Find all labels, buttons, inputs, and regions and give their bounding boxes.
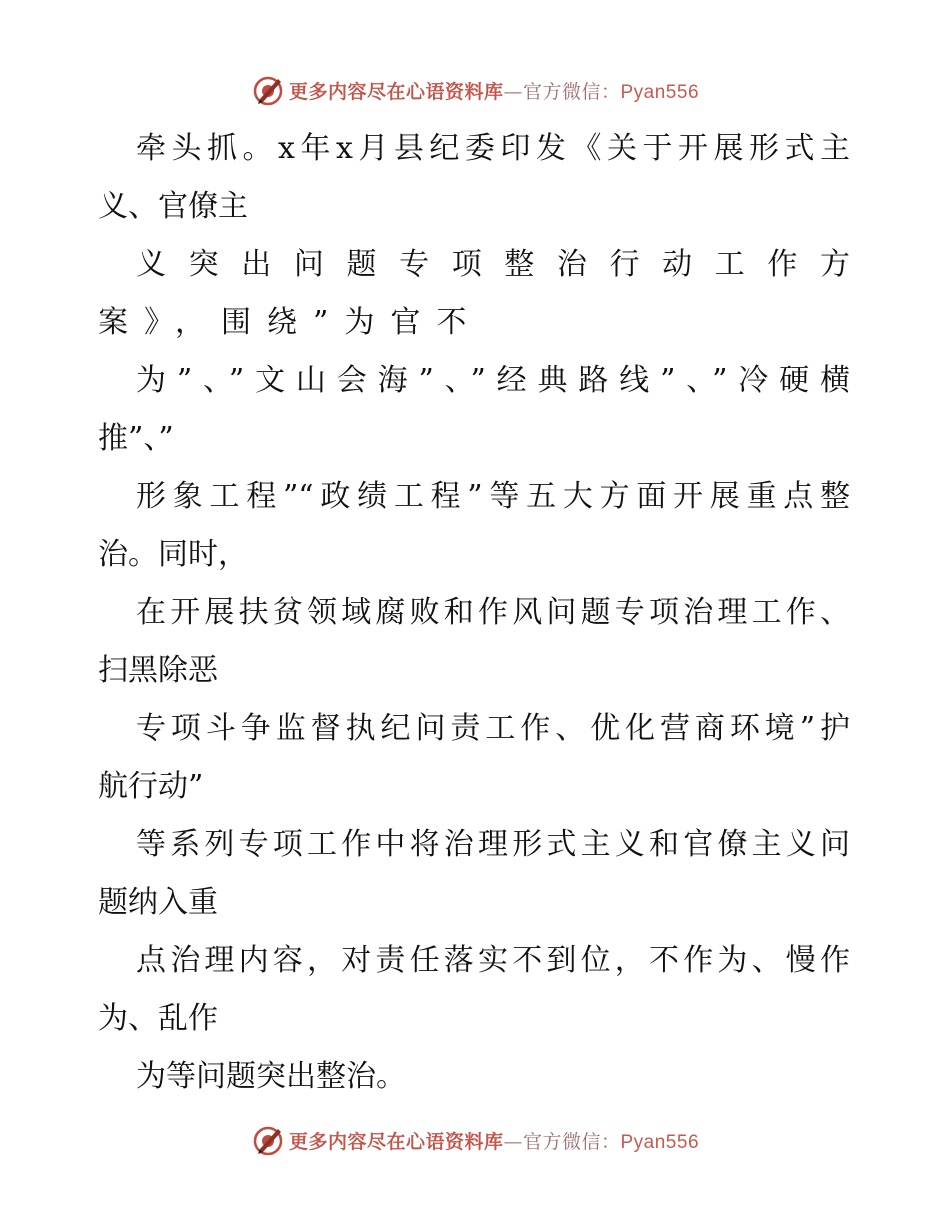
text-line-1: 牵头抓。x年x月县纪委印发《关于开展形式主 — [136, 131, 850, 166]
pen-logo-icon — [251, 73, 285, 107]
footer-wechat-label: 官方微信： — [522, 1130, 621, 1153]
text-line-5: 为”、”文山会海”、”经典路线”、”冷硬横 — [136, 363, 850, 398]
header-banner-text — [289, 77, 699, 104]
footer-banner-dash: — — [503, 1130, 523, 1153]
text-line-17: 为等问题突出整治。 — [136, 1059, 406, 1094]
text-line-2: 义、官僚主 — [98, 189, 248, 224]
text-line-16: 为、乱作 — [98, 1001, 218, 1036]
text-line-10: 扫黑除恶 — [98, 653, 218, 688]
footer-wechat-id: Pyan556 — [620, 1131, 700, 1153]
header-banner-dash: — — [503, 80, 523, 103]
text-line-3: 义突出问题专项整治行动工作方 — [136, 247, 850, 282]
text-line-6: 推”、” — [98, 421, 174, 456]
footer-banner-text — [289, 1127, 699, 1154]
header-wechat-label: 官方微信： — [522, 80, 621, 103]
text-line-4: 案》，围绕”为官不 — [98, 305, 483, 340]
footer-banner[interactable] — [0, 1120, 950, 1160]
header-banner-title: 更多内容尽在心语资料库 — [288, 80, 504, 103]
text-line-8: 治。同时， — [98, 537, 248, 572]
text-line-12: 航行动” — [98, 769, 204, 804]
text-line-15: 点治理内容，对责任落实不到位，不作为、慢作 — [136, 943, 850, 978]
document-body — [98, 120, 850, 1106]
text-line-7: 形象工程”“政绩工程”等五大方面开展重点整 — [136, 479, 850, 514]
pen-logo-icon — [251, 1123, 285, 1157]
text-line-9: 在开展扶贫领域腐败和作风问题专项治理工作、 — [136, 595, 850, 630]
header-banner[interactable] — [0, 70, 950, 110]
text-line-13: 等系列专项工作中将治理形式主义和官僚主义问 — [136, 827, 850, 862]
footer-banner-title: 更多内容尽在心语资料库 — [288, 1130, 504, 1153]
text-line-14: 题纳入重 — [98, 885, 218, 920]
header-wechat-id: Pyan556 — [620, 81, 700, 103]
text-line-11: 专项斗争监督执纪问责工作、优化营商环境”护 — [136, 711, 850, 746]
